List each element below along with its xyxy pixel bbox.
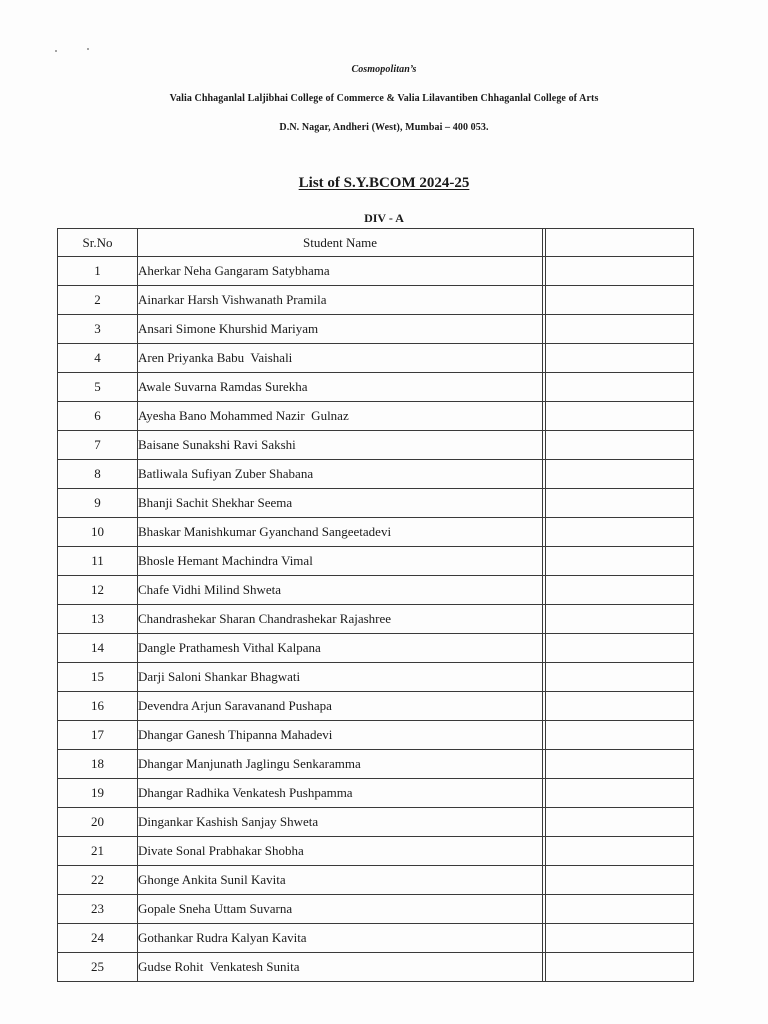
serial-number-cell: 7	[58, 431, 138, 460]
blank-cell	[546, 373, 694, 402]
student-name-cell: Ainarkar Harsh Vishwanath Pramila	[138, 286, 543, 315]
student-name-cell: Dangle Prathamesh Vithal Kalpana	[138, 634, 543, 663]
serial-number-cell: 1	[58, 257, 138, 286]
student-name-cell: Ayesha Bano Mohammed Nazir Gulnaz	[138, 402, 543, 431]
table-row	[58, 605, 694, 634]
scan-speck	[55, 50, 57, 52]
table-row	[58, 634, 694, 663]
serial-number-cell: 9	[58, 489, 138, 518]
serial-number-cell: 2	[58, 286, 138, 315]
table-row	[58, 315, 694, 344]
serial-number-cell: 24	[58, 924, 138, 953]
table-row	[58, 286, 694, 315]
student-name-cell: Dhangar Radhika Venkatesh Pushpamma	[138, 779, 543, 808]
student-name-cell: Batliwala Sufiyan Zuber Shabana	[138, 460, 543, 489]
scan-speck	[87, 48, 89, 50]
blank-cell	[546, 547, 694, 576]
student-name-cell: Gothankar Rudra Kalyan Kavita	[138, 924, 543, 953]
column-header-blank	[546, 229, 694, 257]
blank-cell	[546, 895, 694, 924]
serial-number-cell: 21	[58, 837, 138, 866]
student-name-cell: Darji Saloni Shankar Bhagwati	[138, 663, 543, 692]
student-name-cell: Bhanji Sachit Shekhar Seema	[138, 489, 543, 518]
blank-cell	[546, 953, 694, 982]
blank-cell	[546, 808, 694, 837]
serial-number-cell: 12	[58, 576, 138, 605]
institution-name: Cosmopolitan’s	[351, 64, 417, 75]
student-name-cell: Dingankar Kashish Sanjay Shweta	[138, 808, 543, 837]
serial-number-cell: 19	[58, 779, 138, 808]
serial-number-cell: 14	[58, 634, 138, 663]
serial-number-cell: 6	[58, 402, 138, 431]
serial-number-cell: 13	[58, 605, 138, 634]
table-header-row	[58, 229, 694, 257]
blank-cell	[546, 721, 694, 750]
division-label: DIV - A	[364, 211, 404, 225]
blank-cell	[546, 837, 694, 866]
blank-cell	[546, 663, 694, 692]
table-row	[58, 402, 694, 431]
student-name-cell: Dhangar Ganesh Thipanna Mahadevi	[138, 721, 543, 750]
blank-cell	[546, 315, 694, 344]
serial-number-cell: 5	[58, 373, 138, 402]
student-name-cell: Awale Suvarna Ramdas Surekha	[138, 373, 543, 402]
student-name-cell: Ansari Simone Khurshid Mariyam	[138, 315, 543, 344]
table-row	[58, 663, 694, 692]
blank-cell	[546, 605, 694, 634]
student-name-cell: Divate Sonal Prabhakar Shobha	[138, 837, 543, 866]
list-title: List of S.Y.BCOM 2024-25	[298, 175, 470, 191]
table-row	[58, 431, 694, 460]
student-name-cell: Chandrashekar Sharan Chandrashekar Rajashree	[138, 605, 543, 634]
blank-cell	[546, 518, 694, 547]
blank-cell	[546, 489, 694, 518]
student-name-cell: Gopale Sneha Uttam Suvarna	[138, 895, 543, 924]
table-row	[58, 779, 694, 808]
serial-number-cell: 25	[58, 953, 138, 982]
blank-cell	[546, 866, 694, 895]
serial-number-cell: 3	[58, 315, 138, 344]
column-header-srno: Sr.No	[58, 229, 138, 257]
list-title-wrapper	[0, 175, 768, 192]
serial-number-cell: 20	[58, 808, 138, 837]
table-row	[58, 460, 694, 489]
student-name-cell: Gudse Rohit Venkatesh Sunita	[138, 953, 543, 982]
college-address: D.N. Nagar, Andheri (West), Mumbai – 400 053.	[279, 122, 489, 133]
blank-cell	[546, 257, 694, 286]
serial-number-cell: 23	[58, 895, 138, 924]
table-row	[58, 373, 694, 402]
blank-cell	[546, 460, 694, 489]
serial-number-cell: 16	[58, 692, 138, 721]
student-name-cell: Ghonge Ankita Sunil Kavita	[138, 866, 543, 895]
serial-number-cell: 18	[58, 750, 138, 779]
table-row	[58, 750, 694, 779]
table-row	[58, 257, 694, 286]
student-name-cell: Dhangar Manjunath Jaglingu Senkaramma	[138, 750, 543, 779]
student-name-cell: Chafe Vidhi Milind Shweta	[138, 576, 543, 605]
blank-cell	[546, 779, 694, 808]
serial-number-cell: 10	[58, 518, 138, 547]
blank-cell	[546, 576, 694, 605]
blank-cell	[546, 344, 694, 373]
table-row	[58, 692, 694, 721]
serial-number-cell: 11	[58, 547, 138, 576]
serial-number-cell: 17	[58, 721, 138, 750]
table-row	[58, 953, 694, 982]
table-row	[58, 576, 694, 605]
blank-cell	[546, 924, 694, 953]
blank-cell	[546, 431, 694, 460]
serial-number-cell: 4	[58, 344, 138, 373]
blank-cell	[546, 286, 694, 315]
student-name-cell: Baisane Sunakshi Ravi Sakshi	[138, 431, 543, 460]
column-header-student-name: Student Name	[138, 229, 543, 257]
student-name-cell: Bhosle Hemant Machindra Vimal	[138, 547, 543, 576]
serial-number-cell: 8	[58, 460, 138, 489]
student-name-cell: Aren Priyanka Babu Vaishali	[138, 344, 543, 373]
student-name-cell: Devendra Arjun Saravanand Pushapa	[138, 692, 543, 721]
table-row	[58, 808, 694, 837]
table-row	[58, 344, 694, 373]
blank-cell	[546, 750, 694, 779]
table-row	[58, 489, 694, 518]
student-name-cell: Aherkar Neha Gangaram Satybhama	[138, 257, 543, 286]
table-row	[58, 924, 694, 953]
table-row	[58, 895, 694, 924]
table-row	[58, 866, 694, 895]
table-row	[58, 837, 694, 866]
table-row	[58, 547, 694, 576]
student-list-table	[57, 228, 694, 982]
blank-cell	[546, 634, 694, 663]
blank-cell	[546, 692, 694, 721]
table-row	[58, 721, 694, 750]
serial-number-cell: 22	[58, 866, 138, 895]
table-body	[58, 257, 694, 982]
blank-cell	[546, 402, 694, 431]
student-name-cell: Bhaskar Manishkumar Gyanchand Sangeetadevi	[138, 518, 543, 547]
college-name: Valia Chhaganlal Laljibhai College of Commerce & Valia Lilavantiben Chhaganlal College of Arts	[169, 93, 599, 104]
serial-number-cell: 15	[58, 663, 138, 692]
table-row	[58, 518, 694, 547]
